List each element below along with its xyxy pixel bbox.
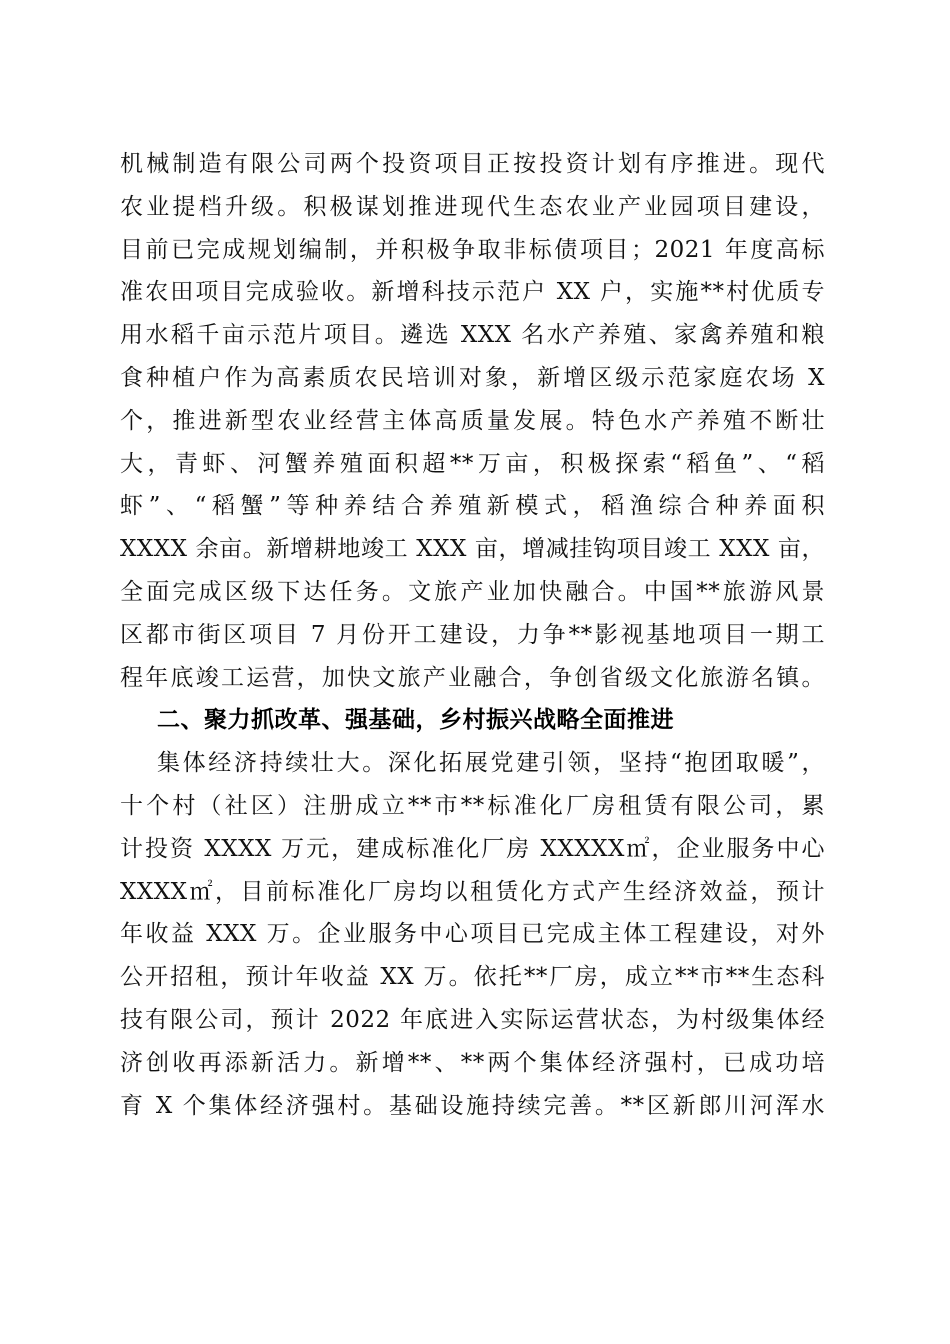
text-line: 技有限公司，预计 2022 年底进入实际运营状态，为村级集体经 [120,1006,825,1033]
text-line: 区都市街区项目 7 月份开工建设，力争**影视基地项目一期工 [120,621,825,648]
text-line: 全面完成区级下达任务。文旅产业加快融合。中国**旅游风景 [120,578,825,605]
paragraph-collective-economy [120,742,825,1127]
text-line: 个，推进新型农业经营主体高质量发展。特色水产养殖不断壮 [120,407,825,434]
text-line: 准农田项目完成验收。新增科技示范户 XX 户，实施**村优质专 [120,279,825,306]
text-line: 计投资 XXXX 万元，建成标准化厂房 XXXXX㎡，企业服务中心 [120,835,825,862]
text-line: 济创收再添新活力。新增**、**两个集体经济强村，已成功培 [120,1049,825,1076]
text-line: 育 X 个集体经济强村。基础设施持续完善。**区新郎川河浑水 [120,1092,825,1119]
text-line: 十个村（社区）注册成立**市**标准化厂房租赁有限公司，累 [120,792,825,819]
text-line: 机械制造有限公司两个投资项目正按投资计划有序推进。现代 [120,151,825,177]
text-line: 公开招租，预计年收益 XX 万。依托**厂房，成立**市**生态科 [120,964,825,991]
text-line: 大，青虾、河蟹养殖面积超**万亩，积极探索“稻鱼”、“稻 [120,450,825,477]
text-line: 年收益 XXX 万。企业服务中心项目已完成主体工程建设，对外 [120,921,825,948]
text-line: 集体经济持续壮大。深化拓展党建引领，坚持“抱团取暖”， [157,750,825,777]
text-line: 程年底竣工运营，加快文旅产业融合，争创省级文化旅游名镇。 [120,664,825,691]
section-heading: 二、聚力抓改革、强基础，乡村振兴战略全面推进 [157,707,674,734]
text-line: 农业提档升级。积极谋划推进现代生态农业产业园项目建设， [120,193,825,220]
text-line: XXXX㎡，目前标准化厂房均以租赁化方式产生经济效益，预计 [120,878,825,905]
paragraph-modern-agriculture [120,143,825,699]
text-line: XXXX 余亩。新增耕地竣工 XXX 亩，增减挂钩项目竣工 XXX 亩， [120,536,825,563]
text-line: 食种植户作为高素质农民培训对象，新增区级示范家庭农场 X [120,364,825,391]
text-line: 虾”、“稻蟹”等种养结合养殖新模式，稻渔综合种养面积 [120,493,825,520]
text-line: 用水稻千亩示范片项目。遴选 XXX 名水产养殖、家禽养殖和粮 [120,322,825,349]
document-page [120,143,825,1127]
text-line: 目前已完成规划编制，并积极争取非标债项目；2021 年度高标 [120,236,825,263]
